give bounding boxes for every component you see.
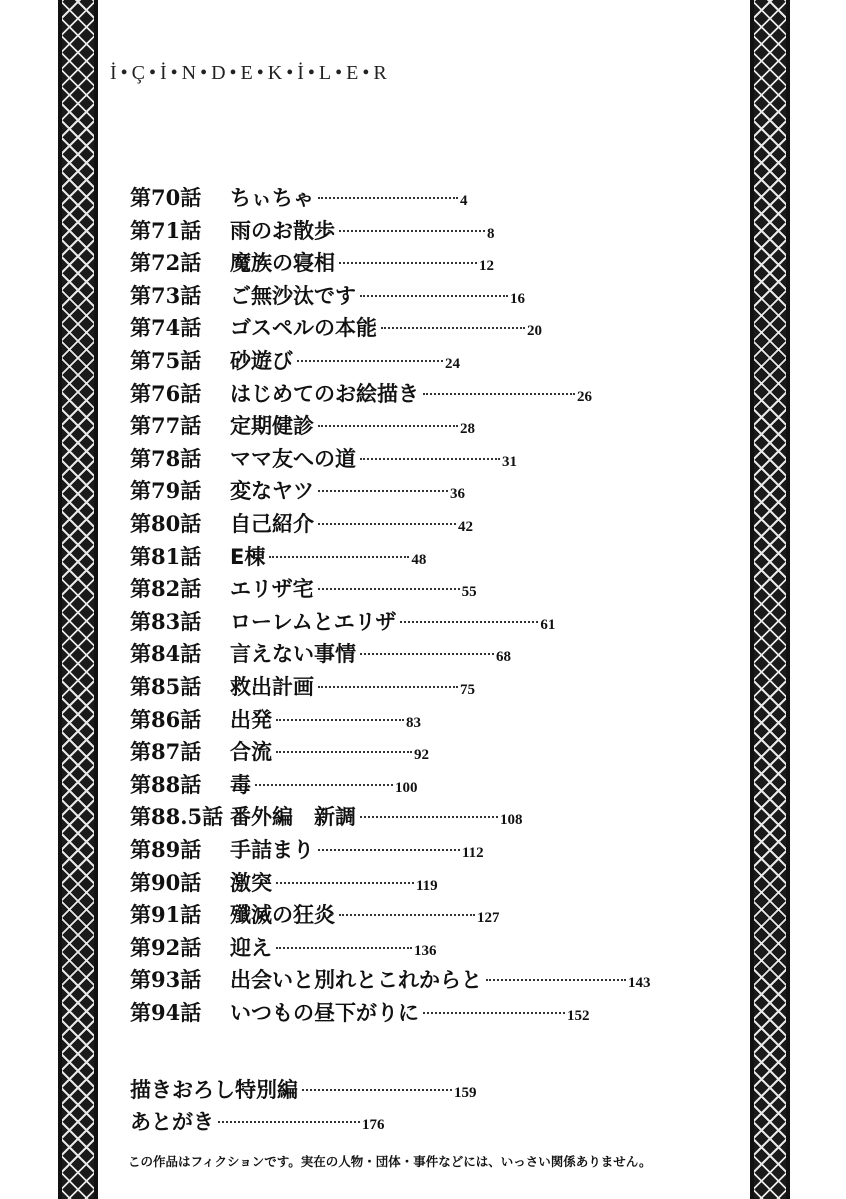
- chapter-title: 殲滅の狂炎: [230, 903, 335, 928]
- dot-leader: [318, 196, 458, 199]
- dot-leader: [276, 750, 412, 753]
- chapter-page-number: 61: [540, 616, 556, 633]
- dot-leader: [423, 392, 575, 395]
- chapter-title: 砂遊び: [230, 349, 293, 373]
- chapter-entry: [130, 769, 418, 799]
- dot-leader: [400, 620, 538, 623]
- chapter-number: 第94話: [130, 1000, 202, 1025]
- chapter-title: 迎え: [230, 935, 272, 960]
- dot-leader: [360, 652, 494, 655]
- chapter-entry: [130, 932, 437, 962]
- chapter-page-number: 36: [450, 486, 465, 503]
- dot-leader: [318, 848, 460, 851]
- chapter-number: 第82話: [130, 576, 202, 602]
- dot-leader: [269, 555, 409, 558]
- chapter-title: ゴスペルの本能: [230, 316, 377, 341]
- dot-leader: [360, 457, 500, 460]
- chapter-number: 第81話: [130, 543, 202, 569]
- dot-leader: [339, 229, 485, 232]
- chapter-number: 第86話: [130, 706, 202, 732]
- chapter-number: 第70話: [130, 185, 202, 210]
- chapter-page-number: 28: [460, 421, 475, 438]
- chapter-number: 第83話: [130, 608, 202, 634]
- chapter-title: エリザ宅: [230, 577, 314, 602]
- chapter-title: 番外編 新調: [230, 805, 356, 830]
- chapter-title: いつもの昼下がりに: [230, 1001, 419, 1025]
- chapter-entry: [130, 801, 523, 831]
- chapter-page-number: 48: [411, 551, 427, 568]
- chapter-number: 第74話: [130, 315, 202, 341]
- chapter-title: ちぃちゃ: [230, 186, 314, 210]
- dot-leader: [276, 881, 414, 884]
- chapter-title: 魔族の寝相: [230, 251, 335, 276]
- dot-leader: [318, 685, 458, 688]
- dot-leader: [218, 1120, 360, 1123]
- dot-leader: [360, 294, 508, 297]
- extra-title: 描きおろし特別編: [130, 1078, 298, 1102]
- chapter-page-number: 143: [628, 975, 651, 992]
- dot-leader: [360, 815, 498, 818]
- chapter-title: 救出計画: [230, 675, 314, 699]
- chapter-entry: [130, 182, 468, 212]
- chapter-number: 第93話: [130, 967, 202, 993]
- chapter-number: 第89話: [130, 837, 202, 862]
- chapter-entry: [130, 508, 473, 538]
- chapter-entry: [130, 215, 495, 245]
- chapter-entry: [130, 606, 555, 636]
- dot-leader: [297, 359, 443, 362]
- chapter-title: ママ友への道: [230, 446, 356, 471]
- chapter-page-number: 108: [500, 812, 523, 829]
- chapter-page-number: 24: [445, 356, 460, 372]
- chapter-title: 変なヤツ: [230, 479, 314, 504]
- extra-entry: [130, 1106, 385, 1136]
- chapter-number: 第77話: [130, 413, 202, 439]
- dot-leader: [423, 1011, 565, 1014]
- chapter-title: ご無沙汰です: [230, 283, 356, 308]
- chapter-title: 言えない事情: [230, 642, 356, 667]
- chapter-number: 第79話: [130, 478, 202, 504]
- chapter-page-number: 136: [414, 942, 437, 959]
- chapter-page-number: 127: [477, 910, 500, 927]
- extra-page-number: 176: [362, 1117, 385, 1133]
- chapter-entry: [130, 475, 465, 505]
- chapter-number: 第80話: [130, 511, 202, 536]
- decorative-border-right: [750, 0, 790, 1199]
- chapter-title: 激突: [230, 870, 272, 895]
- chapter-entry: [130, 378, 592, 408]
- chapter-number: 第75話: [130, 348, 202, 373]
- chapter-entry: [130, 867, 438, 897]
- chapter-number: 第85話: [130, 674, 202, 699]
- chapter-entry: [130, 345, 460, 375]
- decorative-border-left: [58, 0, 98, 1199]
- chapter-number: 第72話: [130, 250, 202, 276]
- chapter-title: ローレムとエリザ: [230, 609, 397, 634]
- chapter-title: 出会いと別れとこれからと: [230, 968, 482, 993]
- dot-leader: [339, 913, 475, 916]
- chapter-page-number: 92: [414, 747, 429, 764]
- chapter-entry: [130, 410, 475, 440]
- chapter-title: はじめてのお絵描き: [230, 381, 419, 406]
- chapter-page-number: 26: [577, 388, 592, 405]
- chapter-number: 第91話: [130, 902, 202, 928]
- chapter-page-number: 20: [527, 323, 542, 340]
- chapter-title: 自己紹介: [230, 512, 314, 536]
- chapter-number: 第88話: [130, 771, 202, 797]
- chapter-entry: [130, 573, 477, 603]
- chapter-title: 毒: [230, 772, 251, 797]
- dot-leader: [318, 424, 458, 427]
- chapter-number: 第73話: [130, 282, 202, 308]
- dot-leader: [276, 946, 412, 949]
- chapter-entry: [130, 834, 484, 864]
- chapter-entry: [130, 638, 511, 668]
- dot-leader: [339, 261, 477, 264]
- chapter-entry: [130, 736, 429, 766]
- extra-page-number: 159: [454, 1085, 477, 1101]
- chapter-title: 手詰まり: [230, 838, 314, 862]
- chapter-page-number: 42: [458, 519, 473, 535]
- chapter-page-number: 31: [502, 453, 517, 470]
- chapter-entry: [130, 280, 525, 310]
- chapter-number: 第90話: [130, 869, 202, 895]
- dot-leader: [486, 978, 626, 981]
- dot-leader: [318, 587, 460, 590]
- dot-leader: [276, 718, 404, 721]
- dot-leader: [318, 489, 448, 492]
- extra-entry: [130, 1074, 477, 1104]
- chapter-number: 第87話: [130, 739, 202, 765]
- dot-leader: [302, 1088, 452, 1091]
- page-heading: İ•Ç•İ•N•D•E•K•İ•L•E•R: [110, 62, 391, 84]
- chapter-page-number: 75: [460, 682, 475, 698]
- chapter-entry: [130, 964, 651, 994]
- chapter-entry: [130, 312, 542, 342]
- chapter-number: 第92話: [130, 934, 202, 960]
- chapter-page-number: 8: [487, 225, 495, 242]
- extra-title: あとがき: [130, 1110, 214, 1134]
- chapter-entry: [130, 443, 517, 473]
- chapter-title: 定期健診: [230, 414, 314, 439]
- chapter-entry: [130, 541, 426, 571]
- chapter-page-number: 16: [510, 290, 525, 307]
- disclaimer-footnote: この作品はフィクションです。実在の人物・団体・事件などには、いっさい関係ありません。: [128, 1154, 652, 1169]
- chapter-page-number: 12: [479, 258, 494, 275]
- chapter-entry: [130, 671, 475, 701]
- chapter-page-number: 112: [462, 845, 484, 861]
- dot-leader: [381, 326, 525, 329]
- chapter-page-number: 119: [416, 877, 438, 894]
- chapter-page-number: 100: [395, 779, 418, 796]
- chapter-page-number: 4: [460, 193, 468, 209]
- chapter-page-number: 68: [496, 649, 511, 666]
- chapter-number: 第88.5話: [130, 804, 224, 830]
- dot-leader: [318, 522, 456, 525]
- chapter-entry: [130, 899, 500, 929]
- chapter-entry: [130, 997, 590, 1027]
- chapter-number: 第84話: [130, 641, 202, 667]
- chapter-page-number: 152: [567, 1008, 590, 1024]
- chapter-page-number: 55: [461, 584, 477, 601]
- chapter-number: 第78話: [130, 445, 202, 471]
- chapter-entry: [130, 247, 494, 277]
- chapter-number: 第76話: [130, 380, 202, 406]
- chapter-title: E棟: [230, 544, 266, 569]
- chapter-title: 雨のお散歩: [230, 218, 335, 243]
- chapter-page-number: 83: [406, 714, 421, 731]
- chapter-entry: [130, 704, 421, 734]
- chapter-title: 出発: [230, 707, 272, 732]
- dot-leader: [255, 783, 393, 786]
- chapter-title: 合流: [230, 740, 272, 765]
- chapter-number: 第71話: [130, 217, 202, 243]
